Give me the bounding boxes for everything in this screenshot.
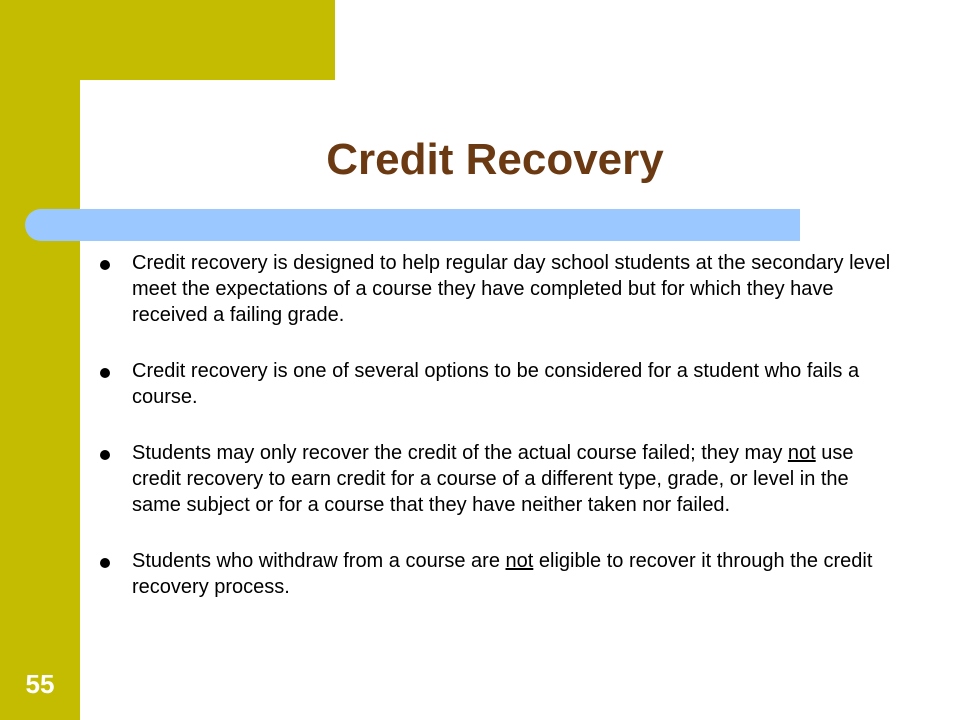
bullet-item	[98, 548, 898, 600]
bullet-dot-icon	[100, 558, 110, 568]
bullet-text-part: eligible to recover it through the credit recovery process.	[132, 550, 873, 598]
left-accent-bar	[0, 0, 80, 720]
bullet-text	[132, 550, 872, 598]
underlined-word: not	[505, 550, 534, 572]
bullet-text-part: Students may only recover the credit of the actual course failed; they may	[132, 442, 788, 464]
bullet-item	[98, 358, 898, 410]
bullet-list	[98, 250, 898, 630]
title-underline-bar	[25, 209, 800, 241]
bullet-text	[132, 442, 854, 516]
bullet-text-part: Students who withdraw from a course are	[132, 550, 506, 572]
page-number: 55	[25, 669, 55, 699]
rounded-corner	[80, 80, 120, 120]
bullet-text: Credit recovery is designed to help regular day school students at the secondary level meet the expectations of a course they have completed but for which they have received a failing grade.	[132, 252, 891, 326]
slide-title: Credit Recovery	[326, 135, 664, 184]
bullet-item	[98, 250, 898, 328]
bullet-dot-icon	[100, 368, 110, 378]
bullet-dot-icon	[100, 450, 110, 460]
bullet-text-part: use credit recovery to earn credit for a course of a different type, grade, or level in the same subject or for a course that they have neither taken nor failed.	[132, 442, 854, 516]
top-accent-block	[80, 0, 335, 80]
bullet-item	[98, 440, 898, 518]
bullet-dot-icon	[100, 260, 110, 270]
underlined-word: not	[787, 442, 816, 464]
bullet-text: Credit recovery is one of several options to be considered for a student who fails a course.	[132, 360, 860, 408]
